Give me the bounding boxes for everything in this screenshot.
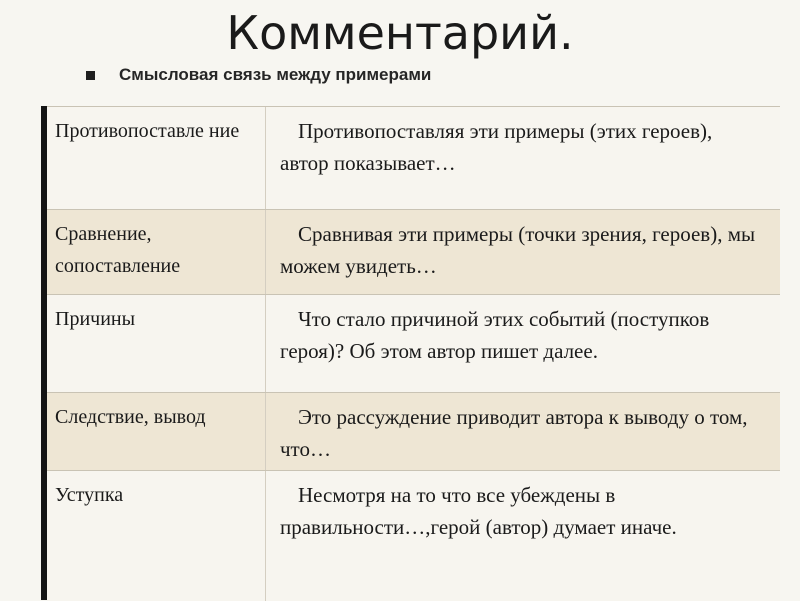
- term-cell: Противопоставле ние: [47, 107, 266, 209]
- phrase-cell: Сравнивая эти примеры (точки зрения, героев), мы можем увидеть…: [280, 222, 756, 278]
- term-cell: Сравнение, сопоставление: [47, 210, 266, 294]
- term-cell: Следствие, вывод: [47, 393, 266, 470]
- phrase-cell: Несмотря на то что все убеждены в правильности…,герой (автор) думает иначе.: [280, 483, 677, 539]
- bullet-text: Смысловая связь между примерами: [119, 65, 432, 84]
- bullet-item: [86, 62, 431, 88]
- table-row: [47, 295, 780, 393]
- phrase-cell: Это рассуждение приводит автора к выводу о том, что…: [280, 405, 748, 461]
- phrase-cell: Что стало причиной этих событий (поступков героя)? Об этом автор пишет далее.: [280, 307, 710, 363]
- table-row: [47, 471, 780, 601]
- phrase-cell: Противопоставляя эти примеры (этих героев), автор показывает…: [280, 119, 713, 175]
- table-row: [47, 210, 780, 295]
- table-row: [47, 107, 780, 210]
- phrases-table: [47, 106, 780, 601]
- table-row: [47, 393, 780, 471]
- term-cell: Уступка: [47, 471, 266, 601]
- slide-title: Комментарий.: [226, 6, 574, 60]
- square-bullet-icon: [86, 71, 95, 80]
- term-cell: Причины: [47, 295, 266, 392]
